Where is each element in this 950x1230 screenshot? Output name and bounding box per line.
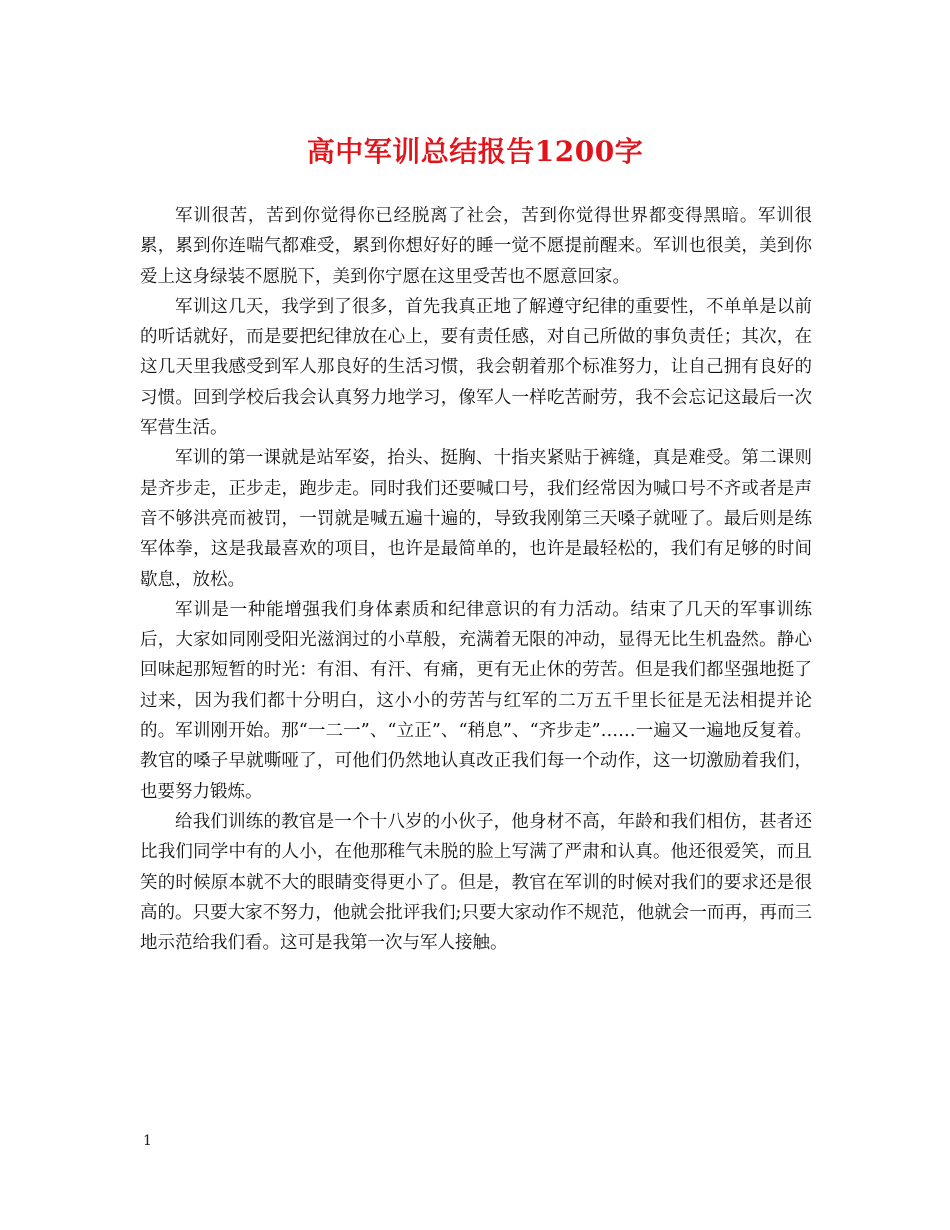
page-number: 1	[143, 1133, 152, 1149]
paragraph-4: 军训是一种能增强我们身体素质和纪律意识的有力活动。结束了几天的军事训练后，大家如同刚受阳光滋润过的小草般，充满着无限的冲动，显得无比生机盎然。静心回味起那短暂的时光：有泪、有汗、有痛，更有无止休的劳苦。但是我们都坚强地挺了过来，因为我们都十分明白，这小小的劳苦与红军的二万五千里长征是无法相提并论的。军训刚开始。那“一二一”、“立正”、“稍息”、“齐步走”……一遍又一遍地反复着。教官的嗓子早就嘶哑了，可他们仍然地认真改正我们每一个动作，这一切激励着我们，也要努力锻炼。	[140, 599, 812, 802]
paragraph-1: 军训很苦，苦到你觉得你已经脱离了社会，苦到你觉得世界都变得黑暗。军训很累，累到你连喘气都难受，累到你想好好的睡一觉不愿提前醒来。军训也很美，美到你爱上这身绿装不愿脱下，美到你宁愿在这里受苦也不愿意回家。	[140, 206, 812, 287]
document-title: 高中军训总结报告1200字	[306, 135, 644, 168]
document-body	[140, 201, 812, 958]
paragraph-2: 军训这几天，我学到了很多，首先我真正地了解遵守纪律的重要性，不单单是以前的听话就好，而是要把纪律放在心上，要有责任感，对自己所做的事负责任；其次，在这几天里我感受到军人那良好的生活习惯，我会朝着那个标准努力，让自己拥有良好的习惯。回到学校后我会认真努力地学习，像军人一样吃苦耐劳，我不会忘记这最后一次军营生活。	[140, 296, 812, 439]
paragraph-3: 军训的第一课就是站军姿，抬头、挺胸、十指夹紧贴于裤缝，真是难受。第二课则是齐步走，正步走，跑步走。同时我们还要喊口号，我们经常因为喊口号不齐或者是声音不够洪亮而被罚，一罚就是喊五遍十遍的，导致我刚第三天嗓子就哑了。最后则是练军体拳，这是我最喜欢的项目，也许是最简单的，也许是最轻松的，我们有足够的时间歇息，放松。	[140, 448, 812, 590]
paragraph-5: 给我们训练的教官是一个十八岁的小伙子，他身材不高，年龄和我们相仿，甚者还比我们同学中有的人小，在他那稚气未脱的脸上写满了严肃和认真。他还很爱笑，而且笑的时候原本就不大的眼睛变得更小了。但是，教官在军训的时候对我们的要求还是很高的。只要大家不努力，他就会批评我们;只要大家动作不规范，他就会一而再，再而三地示范给我们看。这可是我第一次与军人接触。	[140, 811, 812, 954]
